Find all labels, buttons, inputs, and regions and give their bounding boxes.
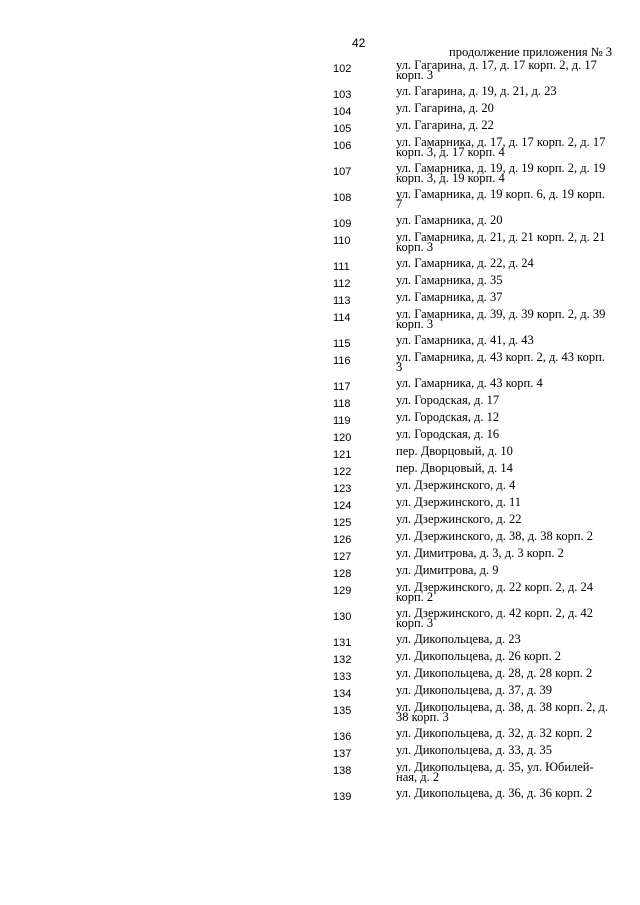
row-number: 104 <box>333 106 352 118</box>
table-row <box>0 497 640 514</box>
table-row <box>0 86 640 103</box>
table-row <box>0 258 640 275</box>
table-row <box>0 232 640 258</box>
row-address: ул. Дзержинского, д. 38, д. 38 корп. 2 <box>396 529 594 543</box>
row-address: пер. Дворцовый, д. 14 <box>396 461 513 475</box>
row-number: 131 <box>333 637 352 649</box>
appendix-caption: продолжение приложения № 3 <box>449 45 612 59</box>
row-address: ул. Дзержинского, д. 22 <box>396 512 522 526</box>
row-number: 137 <box>333 748 352 760</box>
table-row <box>0 429 640 446</box>
row-address: ул. Димитрова, д. 3, д. 3 корп. 2 <box>396 546 564 560</box>
row-address: ул. Дикопольцева, д. 28, д. 28 корп. 2 <box>396 666 593 680</box>
row-number: 107 <box>333 166 352 178</box>
row-address: ул. Гагарина, д. 20 <box>396 101 494 115</box>
row-number: 132 <box>333 654 352 666</box>
table-row <box>0 762 640 788</box>
row-address: ул. Дзержинского, д. 11 <box>396 495 521 509</box>
row-number: 114 <box>333 312 351 324</box>
table-row <box>0 60 640 86</box>
row-number: 111 <box>333 261 350 273</box>
row-number: 135 <box>333 705 352 717</box>
row-address: ул. Дикопольцева, д. 35, ул. Юбилей-ная, д. 2 <box>396 760 594 784</box>
row-address: ул. Городская, д. 16 <box>396 427 500 441</box>
row-address: ул. Дикопольцева, д. 38, д. 38 корп. 2, д. 38 корп. 3 <box>396 700 609 724</box>
row-number: 112 <box>333 278 351 290</box>
table-row <box>0 548 640 565</box>
row-number: 136 <box>333 731 352 743</box>
row-address: ул. Дикопольцева, д. 33, д. 35 <box>396 743 553 757</box>
row-address: ул. Дикопольцева, д. 23 <box>396 632 521 646</box>
row-number: 130 <box>333 611 352 623</box>
table-row <box>0 463 640 480</box>
row-address: ул. Гамарника, д. 20 <box>396 213 503 227</box>
row-address: пер. Дворцовый, д. 10 <box>396 444 513 458</box>
table-row <box>0 395 640 412</box>
row-address: ул. Гагарина, д. 19, д. 21, д. 23 <box>396 84 557 98</box>
row-address: ул. Гамарника, д. 41, д. 43 <box>396 333 534 347</box>
row-address: ул. Гамарника, д. 21, д. 21 корп. 2, д. 21 корп. 3 <box>396 230 606 254</box>
row-number: 124 <box>333 500 352 512</box>
row-address: ул. Гамарника, д. 39, д. 39 корп. 2, д. 39 корп. 3 <box>396 307 606 331</box>
row-address: ул. Гамарника, д. 37 <box>396 290 503 304</box>
row-number: 122 <box>333 466 352 478</box>
row-number: 102 <box>333 63 352 75</box>
row-address: ул. Дзержинского, д. 42 корп. 2, д. 42 корп. 3 <box>396 606 594 630</box>
page-number: 42 <box>352 36 366 50</box>
row-address: ул. Гамарника, д. 22, д. 24 <box>396 256 534 270</box>
row-address: ул. Гамарника, д. 19 корп. 6, д. 19 корп. 7 <box>396 187 605 211</box>
row-number: 105 <box>333 123 352 135</box>
row-number: 116 <box>333 355 351 367</box>
row-number: 134 <box>333 688 352 700</box>
table-row <box>0 309 640 335</box>
row-address: ул. Дикопольцева, д. 37, д. 39 <box>396 683 553 697</box>
row-address: ул. Дикопольцева, д. 26 корп. 2 <box>396 649 561 663</box>
row-address: ул. Гамарника, д. 17, д. 17 корп. 2, д. 17 корп. 3, д. 17 корп. 4 <box>396 135 606 159</box>
row-number: 126 <box>333 534 352 546</box>
table-row <box>0 608 640 634</box>
row-number: 133 <box>333 671 352 683</box>
table-row <box>0 582 640 608</box>
row-number: 106 <box>333 140 352 152</box>
row-number: 118 <box>333 398 351 410</box>
table-row <box>0 378 640 395</box>
row-address: ул. Дзержинского, д. 4 <box>396 478 516 492</box>
row-number: 108 <box>333 192 352 204</box>
row-number: 117 <box>333 381 351 393</box>
row-number: 128 <box>333 568 352 580</box>
address-table <box>0 60 640 805</box>
table-row <box>0 352 640 378</box>
row-address: ул. Городская, д. 17 <box>396 393 500 407</box>
row-address: ул. Гагарина, д. 17, д. 17 корп. 2, д. 17 корп. 3 <box>396 58 597 82</box>
table-row <box>0 480 640 497</box>
row-number: 123 <box>333 483 352 495</box>
row-number: 110 <box>333 235 351 247</box>
row-address: ул. Гамарника, д. 43 корп. 4 <box>396 376 543 390</box>
row-address: ул. Гамарника, д. 19, д. 19 корп. 2, д. 19 корп. 3, д. 19 корп. 4 <box>396 161 606 185</box>
row-number: 113 <box>333 295 351 307</box>
row-number: 121 <box>333 449 352 461</box>
row-address: ул. Гамарника, д. 43 корп. 2, д. 43 корп. 3 <box>396 350 605 374</box>
row-number: 125 <box>333 517 352 529</box>
table-row <box>0 446 640 463</box>
row-address: ул. Гагарина, д. 22 <box>396 118 494 132</box>
row-address: ул. Дзержинского, д. 22 корп. 2, д. 24 корп. 2 <box>396 580 594 604</box>
row-number: 119 <box>333 415 351 427</box>
table-row <box>0 103 640 120</box>
table-row <box>0 275 640 292</box>
row-number: 129 <box>333 585 352 597</box>
row-number: 109 <box>333 218 352 230</box>
table-row <box>0 702 640 728</box>
row-address: ул. Димитрова, д. 9 <box>396 563 499 577</box>
table-row <box>0 788 640 805</box>
row-number: 139 <box>333 791 352 803</box>
row-address: ул. Дикопольцева, д. 36, д. 36 корп. 2 <box>396 786 593 800</box>
row-number: 127 <box>333 551 352 563</box>
table-row <box>0 189 640 215</box>
row-address: ул. Дикопольцева, д. 32, д. 32 корп. 2 <box>396 726 593 740</box>
table-row <box>0 412 640 429</box>
row-number: 115 <box>333 338 351 350</box>
table-row <box>0 163 640 189</box>
table-row <box>0 137 640 163</box>
row-address: ул. Городская, д. 12 <box>396 410 500 424</box>
row-address: ул. Гамарника, д. 35 <box>396 273 503 287</box>
row-number: 103 <box>333 89 352 101</box>
row-number: 138 <box>333 765 352 777</box>
row-number: 120 <box>333 432 352 444</box>
